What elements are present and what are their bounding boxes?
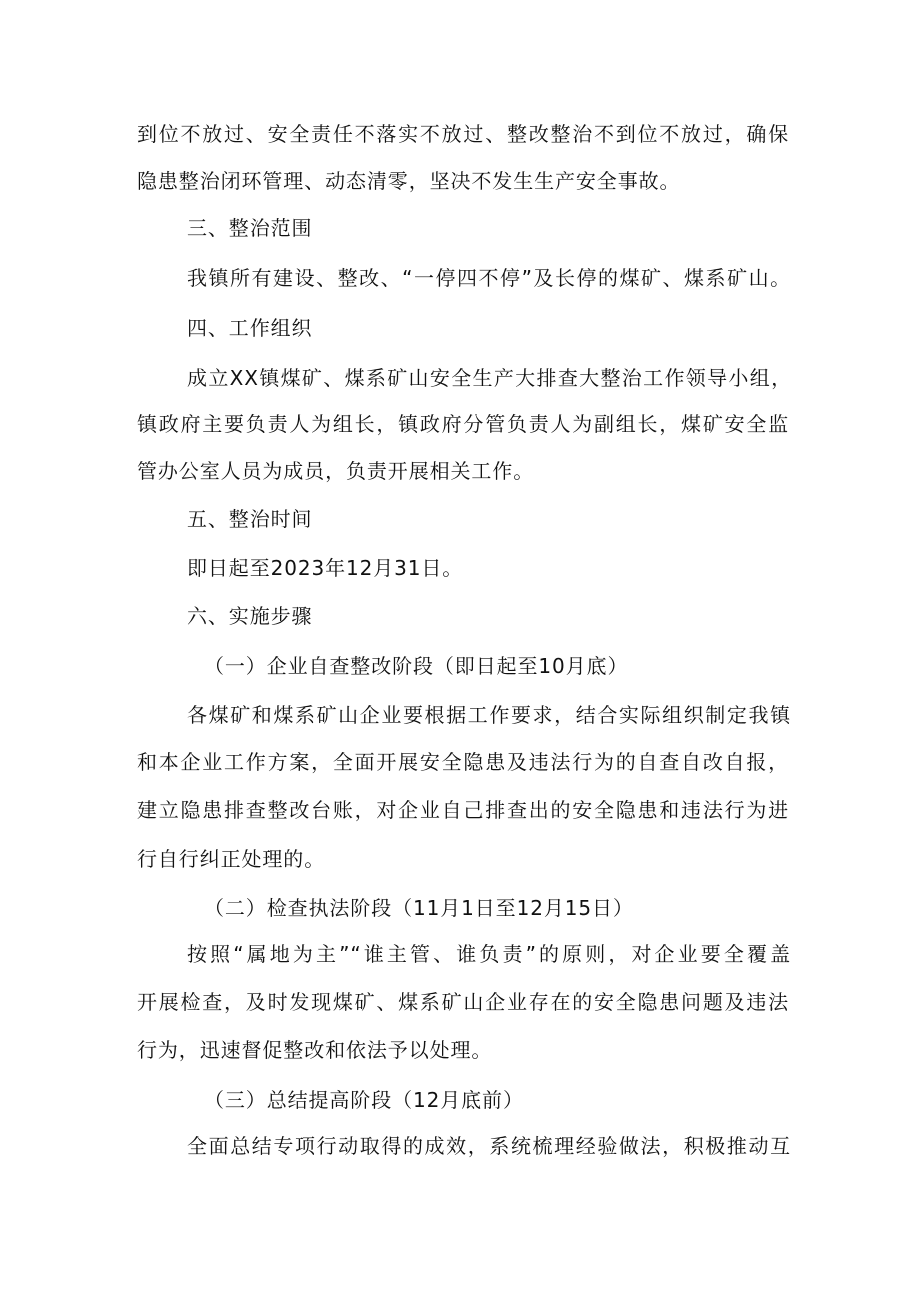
body-line-enforcement-1: 按照“属地为主”“谁主管、谁负责”的原则，对企业要全覆盖 (187, 942, 791, 966)
body-line-2: 隐患整治闭环管理、动态清零，坚决不发生生产安全事故。 (137, 169, 681, 193)
section-heading-scope: 三、整治范围 (187, 216, 313, 240)
section-heading-steps: 六、实施步骤 (187, 604, 313, 628)
body-line-self-check-4: 行自行纠正处理的。 (137, 847, 326, 871)
body-line-time: 即日起至2023年12月31日。 (187, 556, 464, 580)
subsection-heading-summary: （三）总结提高阶段（12月底前） (204, 1088, 524, 1112)
subsection-heading-enforcement: （二）检查执法阶段（11月1日至12月15日） (204, 896, 634, 920)
body-line-enforcement-3: 行为，迅速督促整改和依法予以处理。 (137, 1038, 493, 1062)
section-heading-time: 五、整治时间 (187, 507, 313, 531)
body-line-organization-1: 成立XX镇煤矿、煤系矿山安全生产大排查大整治工作领导小组， (187, 366, 792, 390)
body-line-self-check-2: 和本企业工作方案，全面开展安全隐患及违法行为的自查自改自报， (137, 750, 789, 774)
body-line-self-check-1: 各煤矿和煤系矿山企业要根据工作要求，结合实际组织制定我镇 (187, 703, 791, 727)
body-line-scope: 我镇所有建设、整改、“一停四不停”及长停的煤矿、煤系矿山。 (187, 266, 791, 290)
section-heading-organization: 四、工作组织 (187, 316, 313, 340)
body-line-enforcement-2: 开展检查，及时发现煤矿、煤系矿山企业存在的安全隐患问题及违法 (137, 990, 789, 1014)
body-line-organization-3: 管办公室人员为成员，负责开展相关工作。 (137, 459, 535, 483)
body-line-self-check-3: 建立隐患排查整改台账，对企业自己排查出的安全隐患和违法行为进 (137, 798, 789, 822)
body-line-summary-1: 全面总结专项行动取得的成效，系统梳理经验做法，积极推动互 (187, 1134, 791, 1158)
subsection-heading-self-check: （一）企业自查整改阶段（即日起至10月底） (204, 654, 629, 678)
body-line-1: 到位不放过、安全责任不落实不放过、整改整治不到位不放过，确保 (137, 122, 789, 146)
body-line-organization-2: 镇政府主要负责人为组长，镇政府分管负责人为副组长，煤矿安全监 (137, 412, 789, 436)
